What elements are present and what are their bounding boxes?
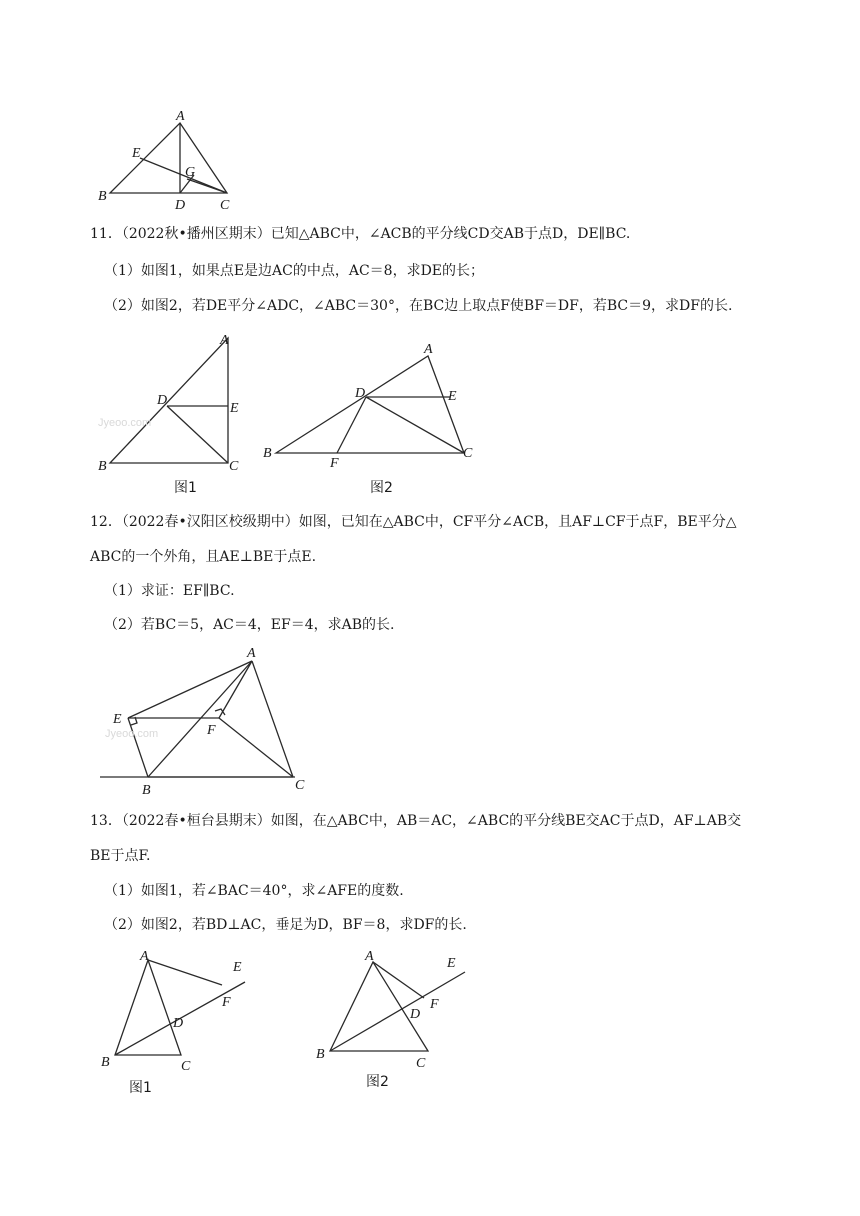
fig13a-caption: 图1	[129, 1080, 152, 1096]
fig12-label-c: C	[295, 778, 305, 793]
problem-12-line-1: 12．（2022春•汉阳区校级期中）如图，已知在△ABC中，CF平分∠ACB，且AF⊥CF于点F，BE平分△	[90, 514, 737, 530]
problem-13-line-4: （2）如图2，若BD⊥AC，垂足为D，BF＝8，求DF的长.	[104, 917, 467, 933]
fig13b-label-b: B	[316, 1047, 325, 1062]
fig13a-label-b: B	[101, 1055, 110, 1070]
watermark: Jyeoo.com	[105, 728, 159, 740]
fig12-label-b: B	[142, 783, 151, 798]
fig13b-label-f: F	[430, 997, 439, 1012]
problem-13-line-1: 13．（2022春•桓台县期末）如图，在△ABC中，AB＝AC，∠ABC的平分线BE交AC于点D，AF⊥AB交	[90, 813, 742, 829]
fig11b-label-f: F	[330, 456, 339, 471]
fig13a-label-e: E	[233, 960, 242, 975]
fig11b-label-e: E	[448, 389, 457, 404]
fig11b-label-a: A	[424, 342, 433, 357]
fig13a-label-d: D	[173, 1016, 184, 1031]
fig11b-label-d: D	[355, 386, 366, 401]
fig11b-label-c: C	[463, 446, 473, 461]
fig11a-label-a: A	[220, 333, 229, 348]
problem-13-line-2: BE于点F.	[90, 848, 151, 864]
fig13b-caption: 图2	[366, 1074, 389, 1090]
fig10-label-d: D	[175, 198, 186, 213]
fig10-label-g: G	[185, 165, 196, 180]
fig11a-caption: 图1	[174, 480, 197, 496]
fig13b-label-e: E	[447, 956, 456, 971]
fig13b-label-a: A	[365, 949, 374, 964]
problem-13-line-3: （1）如图1，若∠BAC＝40°，求∠AFE的度数.	[104, 883, 404, 899]
fig11b-caption: 图2	[370, 480, 393, 496]
fig10-label-a: A	[176, 109, 185, 124]
figure-problem-13-2	[310, 945, 480, 1095]
figure-problem-13-1	[95, 945, 265, 1100]
problem-12-line-3: （1）求证：EF∥BC.	[104, 583, 235, 599]
fig11a-label-b: B	[98, 459, 107, 474]
fig13a-label-a: A	[140, 949, 149, 964]
fig10-label-e: E	[132, 146, 141, 161]
problem-12-line-2: ABC的一个外角，且AE⊥BE于点E.	[90, 549, 317, 565]
fig13b-label-c: C	[416, 1056, 426, 1071]
fig12-label-f: F	[207, 723, 216, 738]
fig11a-label-c: C	[229, 459, 239, 474]
fig10-label-b: B	[98, 189, 107, 204]
figure-problem-11-1	[90, 328, 260, 498]
problem-12-line-4: （2）若BC＝5，AC＝4，EF＝4，求AB的长.	[104, 617, 395, 633]
fig11a-label-e: E	[230, 401, 239, 416]
fig13a-label-f: F	[222, 995, 231, 1010]
figure-problem-12	[95, 645, 325, 800]
watermark: Jyeoo.com	[98, 417, 152, 429]
problem-11-line-2: （1）如图1，如果点E是边AC的中点，AC＝8，求DE的长；	[104, 263, 485, 279]
fig13a-label-c: C	[181, 1059, 191, 1074]
problem-11-line-1: 11．（2022秋•播州区期末）已知△ABC中，∠ACB的平分线CD交AB于点D，DE∥BC.	[90, 226, 631, 242]
problem-11-line-3: （2）如图2，若DE平分∠ADC，∠ABC＝30°，在BC边上取点F使BF＝DF，若BC＝9，求DF的长.	[104, 298, 733, 314]
fig11a-label-d: D	[157, 393, 168, 408]
fig12-label-e: E	[113, 712, 122, 727]
figure-problem-10	[90, 105, 250, 215]
fig13b-label-d: D	[410, 1007, 421, 1022]
fig10-label-c: C	[220, 198, 230, 213]
figure-problem-11-2	[260, 340, 490, 500]
fig12-label-a: A	[247, 646, 256, 661]
fig11b-label-b: B	[263, 446, 272, 461]
